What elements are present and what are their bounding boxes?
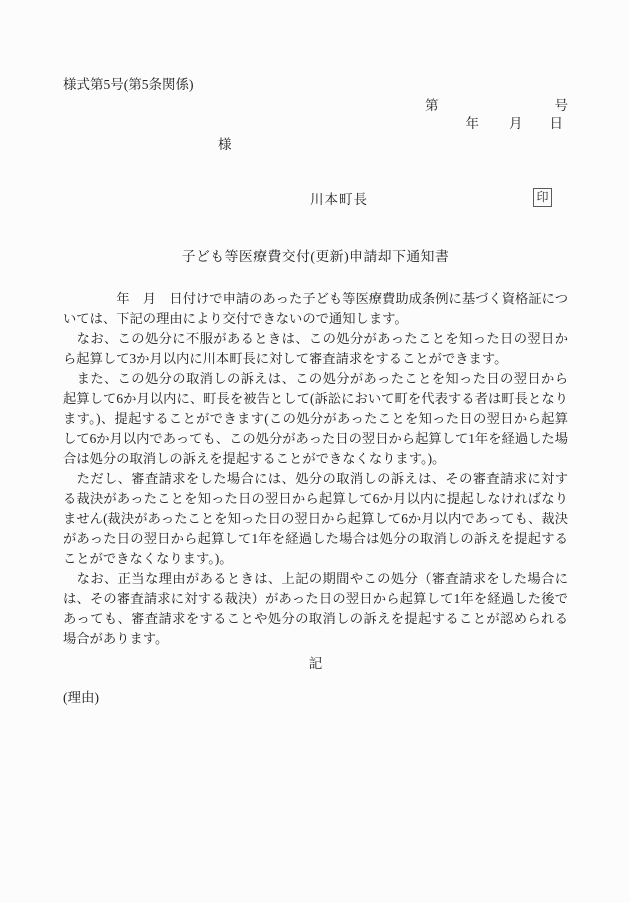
- body-paragraph: なお、この処分に不服があるときは、この処分があったことを知った日の翌日から起算して3か月以内に川本町長に対して審査請求をすることができます。: [63, 331, 568, 366]
- sender-name: 川本町長: [310, 191, 368, 207]
- document-title: 子ども等医療費交付(更新)申請却下通知書: [181, 249, 450, 264]
- date-day-blank: [523, 127, 550, 128]
- doc-number-prefix: 第: [425, 98, 439, 113]
- seal-stamp-placeholder: 印: [533, 188, 552, 207]
- sender-row: [63, 188, 568, 207]
- date-line: [63, 116, 568, 131]
- form-number: 様式第5号(第5条関係): [63, 77, 194, 92]
- doc-number-suffix: 号: [554, 98, 568, 113]
- doc-number-blank: [439, 109, 555, 110]
- body-paragraph: 年 月 日付けで申請のあった子ども等医療費助成条例に基づく資格証については、下記の理由により交付できないので通知します。: [63, 291, 568, 326]
- addressee-line: [63, 137, 568, 152]
- addressee-suffix: 様: [218, 137, 232, 152]
- body-paragraph: また、この処分の取消しの訴えは、この処分があったことを知った日の翌日から起算して6か月以内に、町長を被告として(訴訟において町を代表する者は町長となります。)、提起することができます(この処分があったことを知った日の翌日から起算して6か月以内であっても、この処分があった日の翌日から起算して1年を経過した場合は処分の取消しの訴えを提起することができなくなります。)。: [63, 371, 569, 466]
- body-paragraph: なお、正当な理由があるときは、上記の期間やこの処分（審査請求をした場合には、その審査請求に対する裁決）があった日の翌日から起算して1年を経過した後であっても、審査請求をすることや処分の取消しの訴えを提起することが認められる場合があります。: [63, 571, 568, 646]
- reason-label: (理由): [63, 690, 99, 705]
- date-month-blank: [479, 127, 509, 128]
- date-day-label: 日: [549, 116, 563, 131]
- document-body: [63, 289, 568, 649]
- record-marker: 記: [308, 656, 323, 671]
- date-year-label: 年: [465, 116, 479, 131]
- date-month-label: 月: [509, 116, 523, 131]
- body-paragraph: ただし、審査請求をした場合には、処分の取消しの訴えは、その審査請求に対する裁決があったことを知った日の翌日から起算して6か月以内に提起しなければなりません(裁決があったことを知った日の翌日から起算して6か月以内であっても、裁決があった日の翌日から起算して1年を経過した場合は処分の取消しの訴えを提起することができなくなります。)。: [63, 471, 568, 566]
- doc-number-line: [63, 98, 568, 113]
